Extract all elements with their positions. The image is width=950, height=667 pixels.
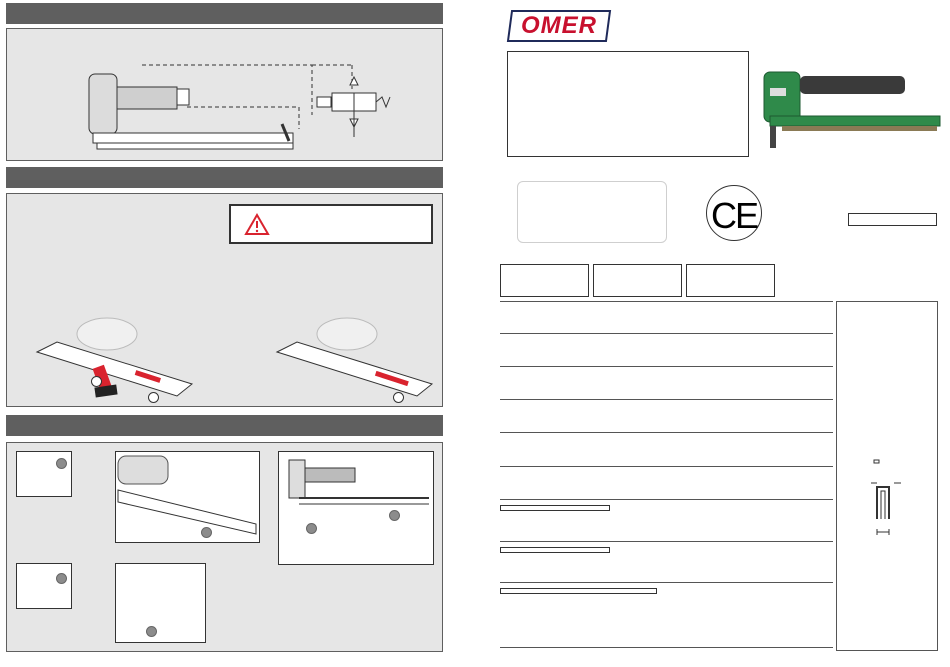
tool-diagram bbox=[7, 29, 444, 162]
step-number-2 bbox=[148, 392, 159, 403]
section-header-2 bbox=[6, 167, 443, 188]
ce-mark-text: CE bbox=[710, 195, 757, 236]
ce-mark bbox=[706, 185, 762, 241]
spec-label-box bbox=[500, 588, 657, 594]
spec-rule bbox=[500, 432, 833, 433]
section-header-3 bbox=[6, 415, 443, 436]
logo-text: OMER bbox=[521, 12, 597, 39]
step-number-1 bbox=[91, 376, 102, 387]
stapler-product-image bbox=[760, 64, 940, 154]
spec-tab-3 bbox=[686, 264, 775, 297]
section-header-1 bbox=[6, 3, 443, 24]
spec-tab-2 bbox=[593, 264, 682, 297]
step-number bbox=[389, 510, 400, 521]
detail-image-4 bbox=[16, 563, 72, 609]
tool-side-view bbox=[279, 452, 435, 566]
spec-label-box bbox=[500, 547, 610, 553]
step-number bbox=[56, 573, 67, 584]
label-placeholder bbox=[517, 181, 667, 243]
spec-rule bbox=[500, 647, 833, 648]
spec-rule bbox=[500, 582, 833, 583]
panel-maintenance bbox=[6, 442, 443, 652]
omer-logo bbox=[506, 9, 612, 43]
step-number bbox=[56, 458, 67, 469]
step-number bbox=[306, 523, 317, 534]
spec-rule bbox=[500, 301, 833, 302]
spec-rule bbox=[500, 333, 833, 334]
panel-air-connection bbox=[6, 28, 443, 161]
spec-label-box bbox=[500, 505, 610, 511]
detail-image-3 bbox=[278, 451, 434, 565]
staple-spec-panel bbox=[836, 301, 938, 651]
spec-rule bbox=[500, 466, 833, 467]
info-box bbox=[507, 51, 749, 157]
magazine-detail bbox=[116, 452, 261, 544]
detail-image-1 bbox=[16, 451, 72, 497]
detail-image-5 bbox=[115, 563, 206, 643]
detail-image-2 bbox=[115, 451, 260, 543]
spec-rule bbox=[500, 399, 833, 400]
staple-diagram bbox=[837, 302, 939, 652]
spec-rule bbox=[500, 499, 833, 500]
serial-box bbox=[848, 213, 937, 226]
spec-tab-1 bbox=[500, 264, 589, 297]
magazine-illustration bbox=[7, 194, 444, 408]
spec-rule bbox=[500, 541, 833, 542]
step-number bbox=[146, 626, 157, 637]
step-number-3 bbox=[393, 392, 404, 403]
spec-rule bbox=[500, 366, 833, 367]
step-number bbox=[201, 527, 212, 538]
panel-loading bbox=[6, 193, 443, 407]
